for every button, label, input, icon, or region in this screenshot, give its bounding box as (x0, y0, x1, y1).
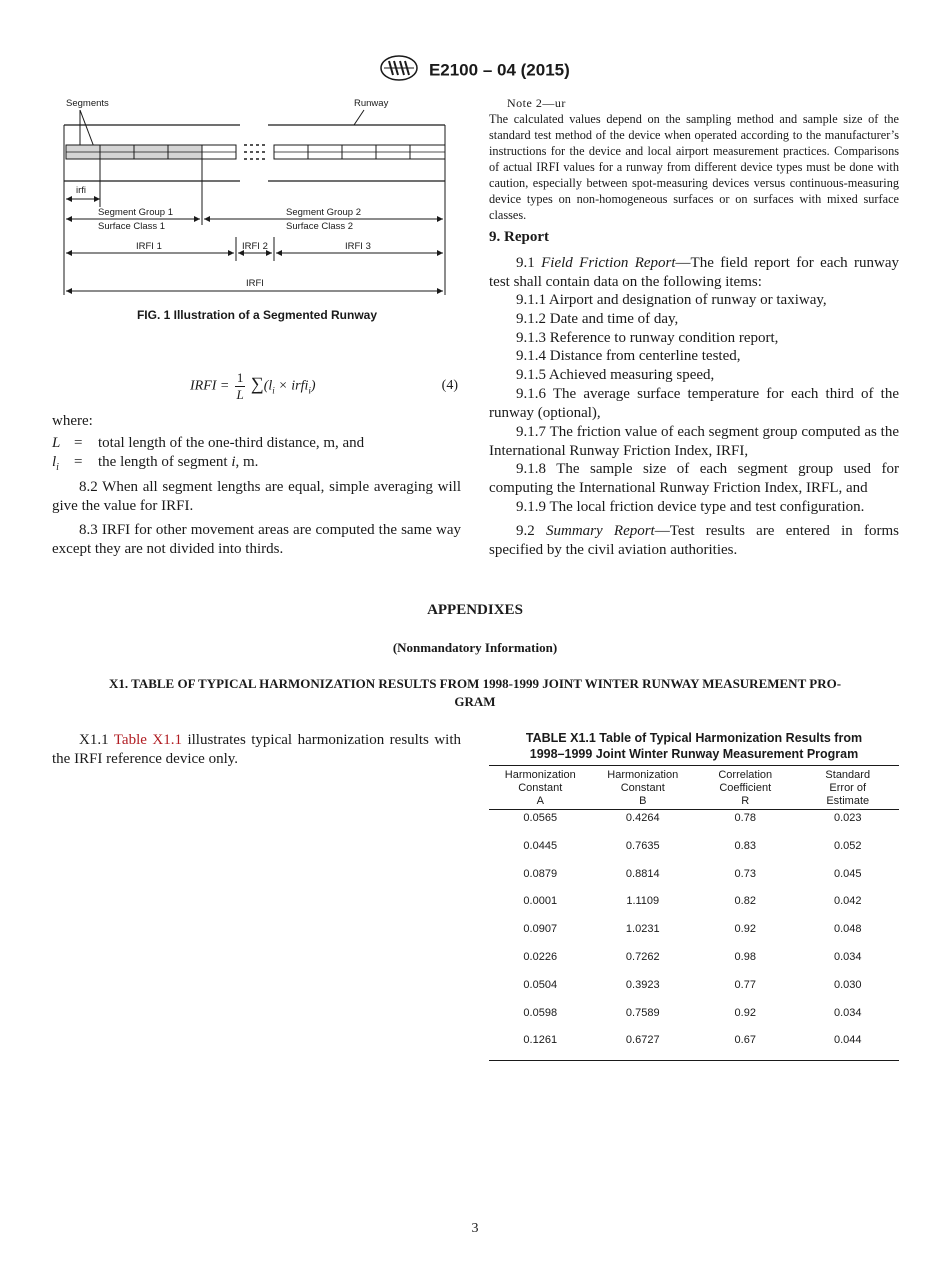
table-row: 0.0001 1.1109 0.82 0.042 (523, 895, 862, 908)
item-9-1-2: 9.1.2 Date and time of day, (516, 311, 679, 327)
label-segments: Segments (66, 98, 109, 109)
item-9-1-6: 9.1.6 The average surface temperature for each third of the runway (optional), (489, 386, 899, 421)
item-9-1-4: 9.1.4 Distance from centerline tested, (516, 348, 741, 364)
header-correlation-r: Correlation Coefficient R (718, 769, 773, 807)
table-row: 0.0445 0.7635 0.83 0.052 (523, 839, 862, 852)
table-row: 0.0226 0.7262 0.98 0.034 (523, 950, 862, 963)
note-2-title: Note 2—ur (507, 96, 566, 110)
astm-logo-icon (380, 55, 418, 86)
paragraph-9-1: 9.1 Field Friction Report—The field report for each runway test shall contain data on the following items: (489, 255, 900, 290)
paragraph-9-2: 9.2 Summary Report—Test results are entered in forms specified by the civil aviation authorities. (489, 523, 899, 558)
table-x1-1-link[interactable]: Table X1.1 (113, 732, 182, 748)
label-irfi-total: IRFI (246, 278, 264, 289)
item-9-1-5: 9.1.5 Achieved measuring speed, (516, 367, 715, 383)
label-surface-class-2: Surface Class 2 (286, 221, 354, 232)
page-number: 3 (471, 1221, 479, 1236)
equation-number: (4) (441, 378, 458, 393)
equation-body: IRFI = $\frac{1}{L}$ $\sum(l_i$ × irfi$_i$) (190, 370, 316, 402)
table-row: 0.0879 0.8814 0.73 0.045 (523, 867, 862, 880)
definition-L: L = total length of the one-third distance, m, and (52, 435, 365, 451)
page-header (0, 55, 950, 86)
item-9-1-1: 9.1.1 Airport and designation of runway or taxiway, (516, 292, 827, 308)
label-irfi-1: IRFI 1 (136, 241, 162, 252)
figure-caption: FIG. 1 Illustration of a Segmented Runway (136, 308, 378, 322)
harmonization-table (489, 765, 899, 1061)
item-9-1-9: 9.1.9 The local friction device type and test configuration. (516, 499, 865, 515)
appendixes-title: APPENDIXES (427, 602, 523, 618)
note-2-text: The calculated values depend on the sampling method and sample size of the standard test method of the device when operated according to the manufacturer’s instructions for the device and local airport measurement practices. Comparisons of actual IRFI values for a runway from different device types must be done with caution, especially between spot-measuring devices versus continuous-measuring device types on non-homogeneous surfaces or on surfaces with mixed surface classes. (489, 112, 899, 222)
label-irfi-2: IRFI 2 (242, 241, 268, 252)
table-caption: TABLE X1.1 Table of Typical Harmonization Results from 1998–1999 Joint Winter Runway Measurement Program (525, 731, 863, 761)
label-segment-group-2: Segment Group 2 (286, 207, 361, 218)
label-surface-class-1: Surface Class 1 (98, 221, 166, 232)
label-runway: Runway (354, 98, 389, 109)
paragraph-x1-1: X1.1 Table X1.1 illustrates typical harmonization results with the IRFI reference device only. (52, 732, 461, 767)
standard-designation: E2100 – 04 (2015) (428, 60, 570, 80)
table-row: 0.0565 0.4264 0.78 0.023 (523, 812, 862, 824)
item-9-1-7: 9.1.7 The friction value of each segment group computed as the International Runway Friction Index, IRFI, (489, 424, 899, 459)
label-segment-group-1: Segment Group 1 (98, 207, 173, 218)
label-irfi-small: irfi (76, 185, 87, 196)
paragraph-8-2: 8.2 When all segment lengths are equal, simple averaging will give the value for IRFI. (52, 479, 461, 514)
table-row: 0.0504 0.3923 0.77 0.030 (523, 978, 862, 991)
definition-li: $l_i$ = the length of segment i, m. (52, 454, 259, 473)
table-row: 0.0907 1.0231 0.92 0.048 (523, 923, 862, 936)
x1-section-title: X1. TABLE OF TYPICAL HARMONIZATION RESULTS FROM 1998-1999 JOINT WINTER RUNWAY MEASUREMENT PRO- GRAM (108, 676, 842, 709)
paragraph-8-3: 8.3 IRFI for other movement areas are computed the same way except they are not divided into thirds. (52, 522, 461, 557)
item-9-1-8: 9.1.8 The sample size of each segment group used for computing the International Runway Friction Index, IRFL, and (489, 461, 899, 496)
appendixes-subtitle: (Nonmandatory Information) (392, 640, 558, 655)
header-harmonization-b: Harmonization Constant B (607, 769, 679, 807)
item-9-1-3: 9.1.3 Reference to runway condition report, (516, 330, 779, 346)
table-row: 0.1261 0.6727 0.67 0.044 (523, 1034, 862, 1047)
table-header-row (489, 766, 899, 810)
equation-4 (52, 370, 462, 404)
figure-segmented-runway (52, 95, 462, 305)
header-harmonization-a: Harmonization Constant A (504, 769, 576, 807)
header-standard-error: Standard Error of Estimate (825, 769, 871, 807)
where-label: where: (52, 413, 93, 429)
label-irfi-3: IRFI 3 (345, 241, 371, 252)
section-9-title: 9. Report (489, 229, 549, 245)
table-row: 0.0598 0.7589 0.92 0.034 (523, 1006, 862, 1019)
